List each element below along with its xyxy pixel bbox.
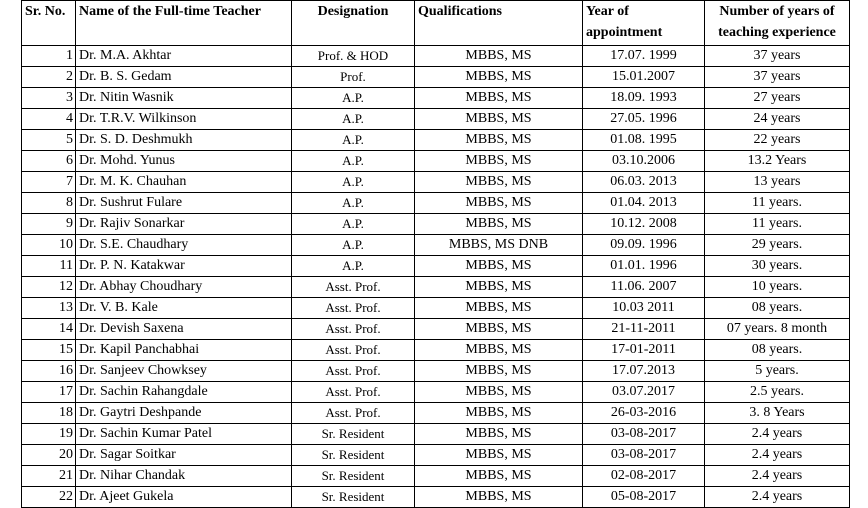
table-row [22,151,850,172]
cell-teacher-name: Dr. Rajiv Sonarkar [76,214,292,235]
cell-qualifications: MBBS, MS [415,151,583,172]
cell-year-of-appointment: 10.12. 2008 [583,214,705,235]
cell-teaching-experience: 11 years. [705,193,850,214]
cell-teaching-experience: 08 years. [705,298,850,319]
cell-teacher-name: Dr. T.R.V. Wilkinson [76,109,292,130]
cell-sr-no: 12 [22,277,76,298]
cell-teaching-experience: 13 years [705,172,850,193]
cell-teaching-experience: 27 years [705,88,850,109]
table-row [22,88,850,109]
cell-qualifications: MBBS, MS [415,88,583,109]
cell-qualifications: MBBS, MS [415,214,583,235]
cell-teacher-name: Dr. M. K. Chauhan [76,172,292,193]
cell-year-of-appointment: 17.07.2013 [583,361,705,382]
cell-teaching-experience: 37 years [705,46,850,67]
cell-year-of-appointment: 21-11-2011 [583,319,705,340]
cell-sr-no: 16 [22,361,76,382]
cell-qualifications: MBBS, MS [415,403,583,424]
cell-teacher-name: Dr. S.E. Chaudhary [76,235,292,256]
cell-teacher-name: Dr. B. S. Gedam [76,67,292,88]
cell-designation: Asst. Prof. [292,277,415,298]
cell-designation: Asst. Prof. [292,340,415,361]
cell-teaching-experience: 37 years [705,67,850,88]
cell-teacher-name: Dr. Sachin Kumar Patel [76,424,292,445]
cell-qualifications: MBBS, MS [415,382,583,403]
header-designation: Designation [292,1,415,46]
table-row [22,67,850,88]
cell-teaching-experience: 24 years [705,109,850,130]
cell-year-of-appointment: 02-08-2017 [583,466,705,487]
cell-qualifications: MBBS, MS [415,319,583,340]
table-body [22,46,850,508]
cell-teaching-experience: 10 years. [705,277,850,298]
cell-year-of-appointment: 09.09. 1996 [583,235,705,256]
cell-designation: Asst. Prof. [292,382,415,403]
cell-designation: Sr. Resident [292,445,415,466]
cell-sr-no: 11 [22,256,76,277]
cell-qualifications: MBBS, MS [415,130,583,151]
cell-teacher-name: Dr. Kapil Panchabhai [76,340,292,361]
cell-designation: Asst. Prof. [292,298,415,319]
cell-teacher-name: Dr. Devish Saxena [76,319,292,340]
header-years-teaching: Number of years of teaching experience [705,1,850,46]
header-year-of-appointment: Year of appointment [583,1,705,46]
table-row [22,445,850,466]
cell-teaching-experience: 29 years. [705,235,850,256]
cell-teaching-experience: 08 years. [705,340,850,361]
cell-designation: Asst. Prof. [292,361,415,382]
table-row [22,46,850,67]
cell-year-of-appointment: 17-01-2011 [583,340,705,361]
cell-designation: Asst. Prof. [292,403,415,424]
cell-teacher-name: Dr. Sachin Rahangdale [76,382,292,403]
cell-qualifications: MBBS, MS [415,46,583,67]
cell-year-of-appointment: 03-08-2017 [583,424,705,445]
cell-sr-no: 10 [22,235,76,256]
cell-sr-no: 9 [22,214,76,235]
table-row [22,130,850,151]
table-row [22,277,850,298]
header-sr-no: Sr. No. [22,1,76,46]
table-row [22,193,850,214]
cell-year-of-appointment: 01.08. 1995 [583,130,705,151]
table-row [22,340,850,361]
cell-year-of-appointment: 18.09. 1993 [583,88,705,109]
table-row [22,172,850,193]
cell-sr-no: 14 [22,319,76,340]
cell-sr-no: 18 [22,403,76,424]
cell-year-of-appointment: 03-08-2017 [583,445,705,466]
cell-sr-no: 20 [22,445,76,466]
table-row [22,403,850,424]
cell-designation: A.P. [292,256,415,277]
cell-sr-no: 2 [22,67,76,88]
cell-year-of-appointment: 01.04. 2013 [583,193,705,214]
cell-teacher-name: Dr. Abhay Choudhary [76,277,292,298]
cell-teaching-experience: 2.4 years [705,424,850,445]
cell-designation: Prof. & HOD [292,46,415,67]
cell-teacher-name: Dr. S. D. Deshmukh [76,130,292,151]
cell-sr-no: 4 [22,109,76,130]
cell-qualifications: MBBS, MS [415,445,583,466]
cell-sr-no: 13 [22,298,76,319]
cell-teacher-name: Dr. Gaytri Deshpande [76,403,292,424]
cell-sr-no: 5 [22,130,76,151]
cell-sr-no: 15 [22,340,76,361]
cell-year-of-appointment: 03.10.2006 [583,151,705,172]
cell-year-of-appointment: 26-03-2016 [583,403,705,424]
cell-sr-no: 6 [22,151,76,172]
header-name: Name of the Full-time Teacher [76,1,292,46]
cell-qualifications: MBBS, MS [415,466,583,487]
table-row [22,298,850,319]
cell-year-of-appointment: 15.01.2007 [583,67,705,88]
cell-qualifications: MBBS, MS [415,424,583,445]
cell-designation: A.P. [292,235,415,256]
cell-designation: A.P. [292,109,415,130]
cell-designation: Asst. Prof. [292,319,415,340]
cell-sr-no: 17 [22,382,76,403]
cell-teacher-name: Dr. Sushrut Fulare [76,193,292,214]
cell-qualifications: MBBS, MS [415,256,583,277]
cell-teaching-experience: 2.4 years [705,445,850,466]
cell-qualifications: MBBS, MS [415,67,583,88]
cell-year-of-appointment: 17.07. 1999 [583,46,705,67]
cell-qualifications: MBBS, MS DNB [415,235,583,256]
cell-year-of-appointment: 06.03. 2013 [583,172,705,193]
cell-teaching-experience: 2.5 years. [705,382,850,403]
table-row [22,109,850,130]
table-header [22,1,850,46]
cell-teaching-experience: 2.4 years [705,487,850,508]
cell-teacher-name: Dr. Sagar Soitkar [76,445,292,466]
cell-designation: Sr. Resident [292,466,415,487]
cell-sr-no: 1 [22,46,76,67]
cell-year-of-appointment: 10.03 2011 [583,298,705,319]
cell-designation: A.P. [292,88,415,109]
cell-teaching-experience: 2.4 years [705,466,850,487]
cell-year-of-appointment: 03.07.2017 [583,382,705,403]
cell-designation: A.P. [292,172,415,193]
cell-sr-no: 8 [22,193,76,214]
cell-teaching-experience: 11 years. [705,214,850,235]
table-row [22,382,850,403]
cell-qualifications: MBBS, MS [415,277,583,298]
cell-teacher-name: Dr. V. B. Kale [76,298,292,319]
faculty-table [21,0,850,508]
cell-year-of-appointment: 05-08-2017 [583,487,705,508]
cell-teacher-name: Dr. Nitin Wasnik [76,88,292,109]
table-row [22,466,850,487]
cell-teaching-experience: 30 years. [705,256,850,277]
cell-designation: A.P. [292,130,415,151]
cell-teacher-name: Dr. Mohd. Yunus [76,151,292,172]
cell-teacher-name: Dr. Sanjeev Chowksey [76,361,292,382]
table-row [22,235,850,256]
cell-sr-no: 19 [22,424,76,445]
cell-sr-no: 7 [22,172,76,193]
table-row [22,256,850,277]
cell-teacher-name: Dr. Nihar Chandak [76,466,292,487]
cell-designation: A.P. [292,193,415,214]
cell-qualifications: MBBS, MS [415,172,583,193]
cell-teaching-experience: 07 years. 8 month [705,319,850,340]
cell-qualifications: MBBS, MS [415,193,583,214]
table-row [22,487,850,508]
cell-designation: Sr. Resident [292,487,415,508]
cell-teaching-experience: 5 years. [705,361,850,382]
cell-qualifications: MBBS, MS [415,361,583,382]
cell-qualifications: MBBS, MS [415,298,583,319]
cell-teacher-name: Dr. M.A. Akhtar [76,46,292,67]
cell-teaching-experience: 13.2 Years [705,151,850,172]
cell-sr-no: 22 [22,487,76,508]
table-row [22,214,850,235]
cell-year-of-appointment: 01.01. 1996 [583,256,705,277]
cell-sr-no: 3 [22,88,76,109]
header-qualifications: Qualifications [415,1,583,46]
cell-qualifications: MBBS, MS [415,340,583,361]
cell-teaching-experience: 22 years [705,130,850,151]
cell-qualifications: MBBS, MS [415,487,583,508]
cell-designation: A.P. [292,214,415,235]
cell-qualifications: MBBS, MS [415,109,583,130]
table-row [22,361,850,382]
table-row [22,424,850,445]
cell-designation: Sr. Resident [292,424,415,445]
cell-teacher-name: Dr. P. N. Katakwar [76,256,292,277]
header-row [22,1,850,46]
cell-teaching-experience: 3. 8 Years [705,403,850,424]
cell-teacher-name: Dr. Ajeet Gukela [76,487,292,508]
cell-designation: Prof. [292,67,415,88]
cell-year-of-appointment: 27.05. 1996 [583,109,705,130]
cell-sr-no: 21 [22,466,76,487]
table-row [22,319,850,340]
cell-year-of-appointment: 11.06. 2007 [583,277,705,298]
cell-designation: A.P. [292,151,415,172]
